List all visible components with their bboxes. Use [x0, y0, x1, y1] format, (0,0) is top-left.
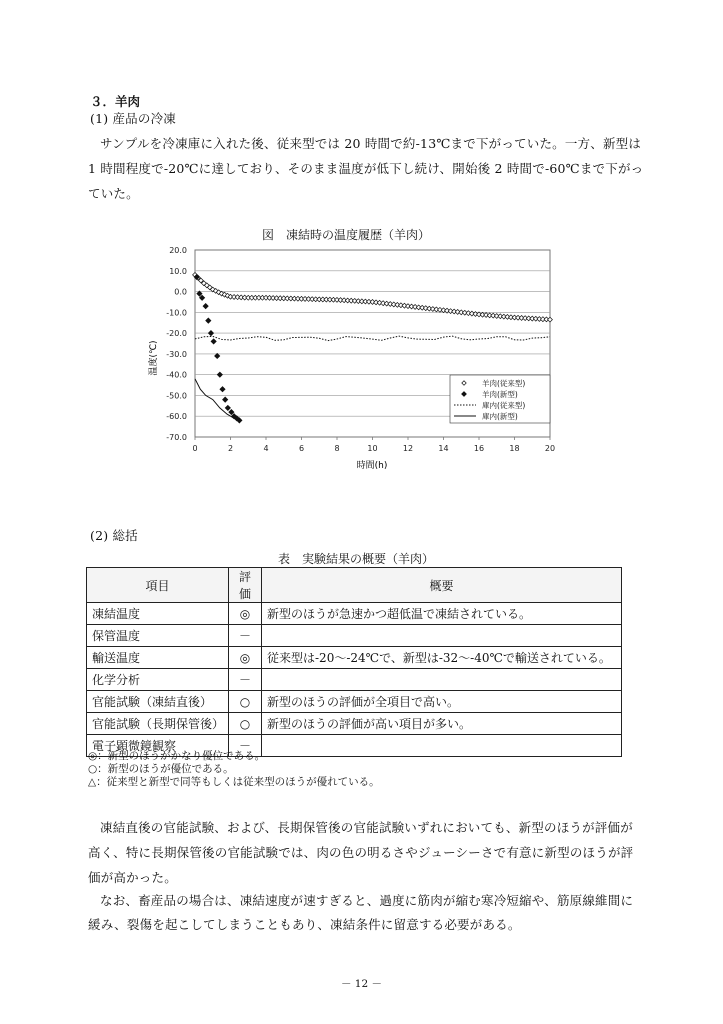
row-overview: 新型のほうの評価が全項目で高い。 [262, 691, 622, 713]
row-rating: ◎ [229, 647, 262, 669]
x-tick-label: 10 [367, 444, 378, 453]
table-row [87, 625, 622, 647]
paragraph-3-line-1: なお、畜産品の場合は、凍結速度が速すぎると、過度に筋肉が縮む寒冷短縮や、筋原線維間に [100, 893, 634, 908]
row-rating: － [229, 735, 262, 757]
x-tick-label: 20 [544, 444, 556, 453]
y-tick-label: -70.0 [166, 433, 187, 442]
paragraph-3-line-2: 緩み、裂傷を起こしてしまうこともあり、凍結条件に留意する必要がある。 [88, 917, 521, 932]
paragraph-1-line-3: ていた。 [88, 186, 139, 201]
header-item: 項目 [87, 568, 229, 603]
table-row [87, 603, 622, 625]
row-rating: ○ [229, 691, 262, 713]
note-triangle: △：従来型と新型で同等もしくは従来型のほうが優れている。 [88, 776, 380, 788]
y-tick-label: -60.0 [166, 412, 187, 422]
row-overview [262, 669, 622, 691]
y-tick-label: -10.0 [166, 308, 187, 318]
paragraph-2-line-1: 凍結直後の官能試験、および、長期保管後の官能試験いずれにおいても、新型のほうが評価が [100, 820, 633, 835]
row-overview: 新型のほうの評価が高い項目が多い。 [262, 713, 622, 735]
x-tick-label: 16 [473, 444, 485, 453]
row-rating: ○ [229, 713, 262, 735]
y-tick-label: -20.0 [166, 329, 187, 339]
x-tick-label: 2 [227, 444, 234, 453]
row-overview [262, 625, 622, 647]
row-rating: － [229, 625, 262, 647]
section-heading: ３．羊肉 [90, 94, 141, 109]
row-overview: 新型のほうが急速かつ超低温で凍結されている。 [262, 603, 622, 625]
table-row [87, 647, 622, 669]
table-row [87, 669, 622, 691]
row-item: 輸送温度 [87, 647, 229, 669]
chart-legend [450, 375, 550, 423]
x-axis-label: 時間(h) [356, 461, 388, 471]
row-item: 電子顕微鏡観察 [87, 735, 229, 757]
paragraph-1-line-1: サンプルを冷凍庫に入れた後、従来型では 20 時間で約-13℃まで下がっていた。一方、新型は [100, 136, 642, 151]
header-overview: 概要 [262, 568, 622, 603]
note-circle: ○：新型のほうが優位である。 [88, 763, 234, 775]
y-tick-label: -50.0 [166, 391, 187, 401]
x-tick-label: 18 [509, 444, 520, 453]
y-tick-label: -30.0 [166, 349, 187, 359]
header-rating: 評価 [229, 568, 262, 603]
legend-label: 庫内(従来型) [482, 401, 526, 410]
legend-label: 庫内(新型) [482, 412, 518, 421]
table-row [87, 691, 622, 713]
row-overview: 従来型は-20～-24℃で、新型は-32～-40℃で輸送されている。 [262, 647, 622, 669]
summary-table [86, 567, 622, 757]
table-row [87, 713, 622, 735]
x-tick-label: 4 [263, 444, 269, 453]
x-tick-label: 12 [402, 444, 414, 453]
chart-title: 図 凍結時の温度履歴（羊肉） [262, 228, 431, 242]
y-tick-label: -40.0 [166, 370, 187, 380]
paragraph-1-line-2: 1 時間程度で-20℃に達しており、そのまま温度が低下し続け、開始後 2 時間で-60℃まで下がっ [88, 161, 644, 176]
page-number: － 12 － [340, 978, 383, 990]
legend-label: 羊肉(新型) [482, 390, 518, 399]
row-rating: － [229, 669, 262, 691]
temperature-chart [140, 240, 570, 480]
row-rating: ◎ [229, 603, 262, 625]
x-tick-label: 0 [192, 444, 198, 453]
row-item: 官能試験（凍結直後） [87, 691, 229, 713]
y-tick-label: 20.0 [169, 246, 187, 255]
row-item: 化学分析 [87, 669, 229, 691]
table-notes [88, 750, 380, 789]
paragraph-2-line-3: 価が高かった。 [88, 870, 177, 885]
subsection-freezing: (1) 産品の冷凍 [90, 111, 176, 126]
row-item: 凍結温度 [87, 603, 229, 625]
x-tick-label: 6 [298, 444, 305, 453]
row-item: 官能試験（長期保管後） [87, 713, 229, 735]
y-tick-label: 0.0 [174, 287, 187, 297]
paragraph-2-line-2: 高く、特に長期保管後の官能試験では、肉の色の明るさやジューシーさで有意に新型のほうが評 [88, 845, 634, 860]
x-tick-label: 14 [438, 444, 449, 453]
row-item: 保管温度 [87, 625, 229, 647]
legend-label: 羊肉(従来型) [482, 379, 526, 388]
subsection-summary: (2) 総括 [90, 528, 138, 543]
y-tick-label: 10.0 [169, 266, 187, 276]
note-double-circle: ◎：新型のほうがかなり優位である。 [88, 750, 266, 762]
y-axis-label: 温度(℃) [149, 340, 159, 376]
x-tick-label: 8 [334, 444, 340, 453]
table-title: 表 実験結果の概要（羊肉） [278, 552, 435, 566]
